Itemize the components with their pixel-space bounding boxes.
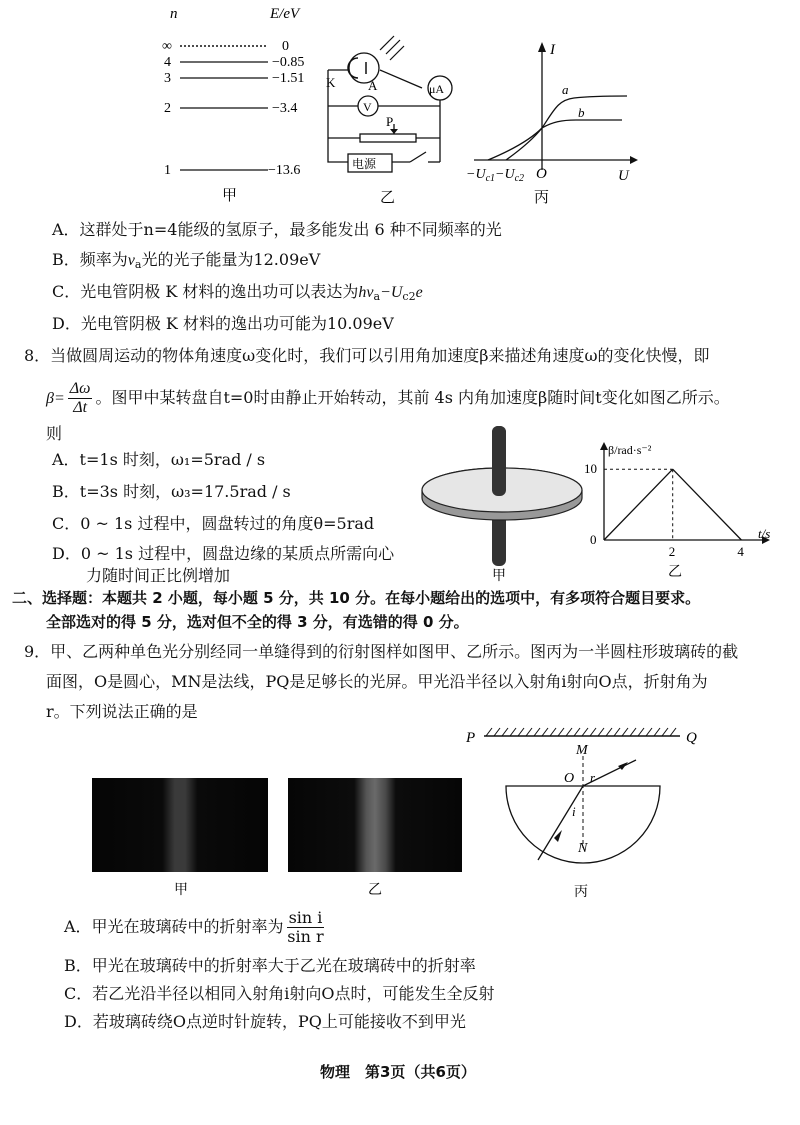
uc1-label: $-U_{c1}-U_{c2}$ (466, 167, 525, 184)
level-n-4: 4 (164, 55, 171, 70)
voltmeter-label: V (363, 100, 372, 114)
q9-option-d: D．若玻璃砖绕O点逆时针旋转，PQ上可能接收不到甲光 (64, 1012, 466, 1031)
level-e-inf: 0 (282, 39, 289, 54)
curve-a (488, 96, 627, 160)
q7-option-a: A．这群处于n=4能级的氢原子，最多能发出 6 种不同频率的光 (52, 220, 502, 239)
level-e-1: −13.6 (268, 163, 301, 178)
microammeter-label: μA (429, 82, 445, 96)
q8-option-a: A．t=1s 时刻，ω₁=5rad / s (52, 450, 266, 469)
q9-fraction: $\frac{\text{sin i}}{\text{sin r}}$ (287, 908, 324, 946)
refraction-angle-label: r (590, 770, 596, 785)
q9-option-c: C．若乙光沿半径以相同入射角i射向O点时，可能发生全反射 (64, 984, 495, 1003)
x-axis-label: t/s (758, 526, 771, 541)
q9-stem-line1: 9．甲、乙两种单色光分别经同一单缝得到的衍射图样如图甲、乙所示。图丙为一半圆柱形玻璃砖的截 (24, 642, 739, 661)
origin-label: O (536, 166, 547, 182)
normal-m-label: M (576, 743, 588, 758)
anode-label: A (368, 78, 378, 93)
rotating-disk-figure (418, 418, 588, 583)
q8-ze: 则 (46, 424, 63, 443)
q8-option-b: B．t=3s 时刻，ω₃=17.5rad / s (52, 482, 291, 501)
iv-curve-graph (462, 40, 642, 205)
slider-label: P (386, 114, 394, 129)
glass-brick-figure (458, 720, 718, 900)
q8-stem-line2: β= $\frac{\Delta\omega}{\Delta t}$ 。图甲中某转盘自t=0时由静止开始转动，其前 4s 内角加速度β随时间t变化如图乙所示。 (46, 380, 730, 416)
q9-option-a: A．甲光在玻璃砖中的折射率为 $\frac{\text{sin i}}{\text{sin r}}$ (64, 908, 324, 946)
y-tick-10: 10 (584, 461, 597, 477)
q8-fraction: $\frac{\Delta\omega}{\Delta t}$ (69, 380, 91, 416)
disk-caption: 甲 (492, 569, 506, 583)
photoelectric-circuit (318, 30, 468, 205)
q7-option-b: B．频率为$\nu_a$光的光子能量为12.09eV (52, 250, 321, 271)
rheostat (360, 134, 416, 142)
q8-option-d-line1: D．0 ~ 1s 过程中，圆盘边缘的某质点所需向心 (52, 544, 395, 563)
diffraction-pattern-yi (288, 778, 462, 898)
q8-option-d-line2: 力随时间正比例增加 (86, 566, 231, 585)
normal-n-label: N (578, 841, 588, 856)
i-axis-label: I (550, 42, 555, 58)
level-n-1: 1 (164, 163, 171, 178)
level-e-3: −1.51 (272, 71, 305, 86)
section2-heading-line2: 全部选对的得 5 分，选对但不全的得 3 分，有选错的得 0 分。 (46, 613, 469, 631)
curve-b-label: b (578, 105, 585, 120)
q9-stem-line2: 面图，O是圆心，MN是法线，PQ是足够长的光屏。甲光沿半径以入射角i射向O点，折射角为 (46, 672, 708, 691)
screen-p-label: P (466, 730, 476, 746)
x-tick-2: 2 (668, 544, 676, 559)
figure-caption-bing: 丙 (534, 190, 550, 205)
level-e-4: −0.85 (272, 55, 305, 70)
section2-heading-line1: 二、选择题：本题共 2 小题，每小题 5 分，共 10 分。在每小题给出的选项中，有多项符合题目要求。 (12, 589, 701, 607)
beta-t-chart (582, 440, 782, 580)
curve-a-label: a (562, 82, 569, 97)
chart-caption: 乙 (668, 565, 682, 580)
energy-level-diagram (150, 0, 320, 205)
curve-b (506, 120, 622, 160)
e-axis-label: E/eV (270, 6, 300, 22)
figure-caption-yi: 乙 (380, 190, 396, 205)
q8-option-c: C．0 ~ 1s 过程中，圆盘转过的角度θ=5rad (52, 514, 375, 533)
incidence-angle-label: i (572, 804, 576, 819)
caption-bing: 丙 (574, 885, 588, 900)
level-e-2: −3.4 (272, 101, 298, 116)
y-axis-label: β/rad·s⁻² (608, 443, 652, 457)
q8-stem-line1: 8．当做圆周运动的物体角速度ω变化时，我们可以引用角加速度β来描述角速度ω的变化快慢，即 (24, 346, 710, 365)
q9-option-b: B．甲光在玻璃砖中的折射率大于乙光在玻璃砖中的折射率 (64, 956, 476, 975)
q9-stem-line3: r。下列说法正确的是 (46, 702, 198, 721)
n-axis-label: n (170, 6, 178, 22)
power-label: 电源 (352, 157, 377, 171)
chart-origin: 0 (590, 532, 597, 547)
page-footer: 物理 第3页（共6页） (320, 1063, 476, 1081)
caption-yi: 乙 (368, 883, 382, 898)
beta-line-fall (673, 469, 742, 540)
level-n-inf: ∞ (162, 39, 172, 54)
u-axis-label: U (618, 168, 629, 184)
q7-option-d: D．光电管阴极 K 材料的逸出功可能为10.09eV (52, 314, 394, 333)
switch (410, 152, 426, 162)
q7-option-c: C．光电管阴极 K 材料的逸出功可以表达为$h\nu_a-U_{c2}e$ (52, 282, 423, 303)
level-n-3: 3 (164, 71, 171, 86)
cathode-label: K (326, 75, 336, 90)
figure-caption-jia: 甲 (222, 188, 238, 204)
beta-line-rise (604, 469, 673, 540)
diffraction-pattern-jia (92, 778, 268, 898)
screen-q-label: Q (686, 730, 697, 746)
x-tick-4: 4 (737, 544, 744, 559)
center-o-label: O (564, 771, 575, 786)
level-n-2: 2 (164, 101, 171, 116)
caption-jia: 甲 (174, 883, 188, 898)
